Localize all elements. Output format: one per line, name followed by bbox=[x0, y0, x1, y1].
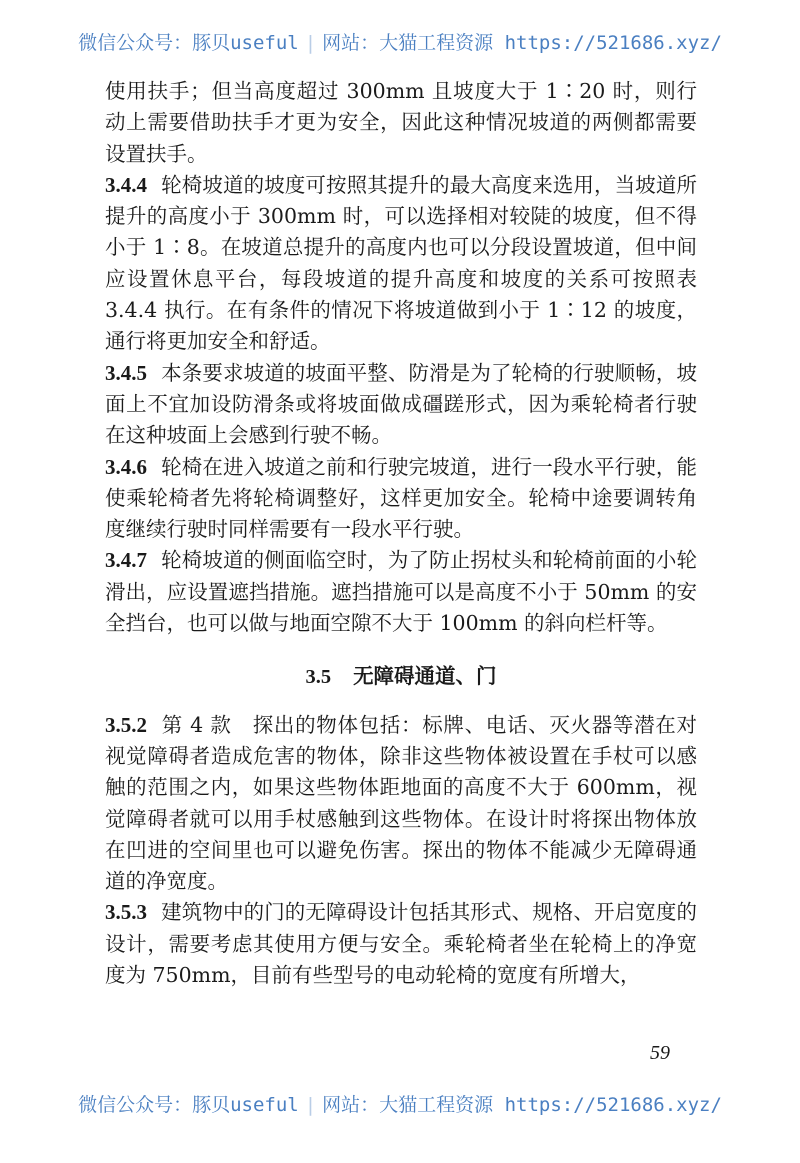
clause-number: 3.5.3 bbox=[105, 900, 147, 925]
clause-number: 3.4.5 bbox=[105, 360, 147, 385]
section-title: 无障碍通道、门 bbox=[353, 664, 497, 689]
clause-text: 轮椅在进入坡道之前和行驶完坡道，进行一段水平行驶，能使乘轮椅者先将轮椅调整好，这样更加安全。轮椅中途要调转角度继续行驶时同样需要有一段水平行驶。 bbox=[105, 454, 697, 542]
clause-3-5-2 bbox=[105, 710, 697, 898]
watermark-separator: | bbox=[304, 1094, 317, 1116]
watermark-website: 网站：大猫工程资源 https://521686.xyz/ bbox=[322, 1094, 722, 1116]
section-heading bbox=[105, 661, 697, 693]
clause-3-4-7 bbox=[105, 545, 697, 639]
clause-number: 3.5.2 bbox=[105, 712, 147, 737]
page-number: 59 bbox=[650, 1042, 670, 1064]
clause-text: 轮椅坡道的侧面临空时，为了防止拐杖头和轮椅前面的小轮滑出，应设置遮挡措施。遮挡措施可以是高度不小于 50mm 的安全挡台，也可以做与地面空隙不大于 100mm 的斜向栏杆等。 bbox=[105, 548, 697, 636]
section-number: 3.5 bbox=[305, 666, 332, 689]
watermark-wechat: 微信公众号：豚贝useful bbox=[78, 1094, 299, 1116]
clause-number: 3.4.7 bbox=[105, 548, 147, 573]
document-page-body bbox=[105, 76, 697, 991]
clause-number: 3.4.6 bbox=[105, 454, 147, 479]
clause-3-4-5 bbox=[105, 358, 697, 452]
watermark-footer bbox=[0, 1090, 800, 1120]
clause-number: 3.4.4 bbox=[105, 172, 147, 197]
watermark-wechat: 微信公众号：豚贝useful bbox=[78, 32, 299, 54]
clause-text: 轮椅坡道的坡度可按照其提升的最大高度来选用，当坡道所提升的高度小于 300mm 时，可以选择相对较陡的坡度，但不得小于 1∶8。在坡道总提升的高度内也可以分段设置坡道，但中间应设置休息平台，每段坡道的提升高度和坡度的关系可按照表 3.4.4 执行。在有条件的情况下将坡道做到小于 1∶12 的坡度，通行将更加安全和舒适。 bbox=[105, 172, 697, 354]
watermark-separator: | bbox=[304, 32, 317, 54]
watermark-website: 网站：大猫工程资源 https://521686.xyz/ bbox=[322, 32, 722, 54]
clause-3-4-4 bbox=[105, 170, 697, 358]
watermark-header bbox=[0, 28, 800, 58]
clause-text: 本条要求坡道的坡面平整、防滑是为了轮椅的行驶顺畅，坡面上不宜加设防滑条或将坡面做成礓蹉形式，因为乘轮椅者行驶在这种坡面上会感到行驶不畅。 bbox=[105, 360, 697, 448]
paragraph-intro: 使用扶手；但当高度超过 300mm 且坡度大于 1∶20 时，则行动上需要借助扶手才更为安全，因此这种情况坡道的两侧都需要设置扶手。 bbox=[105, 79, 697, 166]
clause-3-5-3 bbox=[105, 897, 697, 991]
clause-text: 建筑物中的门的无障碍设计包括其形式、规格、开启宽度的设计，需要考虑其使用方便与安全。乘轮椅者坐在轮椅上的净宽度为 750mm，目前有些型号的电动轮椅的宽度有所增大， bbox=[105, 900, 697, 988]
clause-text: 第 4 款 探出的物体包括：标牌、电话、灭火器等潜在对视觉障碍者造成危害的物体，除非这些物体被设置在手杖可以感触的范围之内，如果这些物体距地面的高度不大于 600mm，视觉障碍者就可以用手杖感触到这些物体。在设计时将探出物体放在凹进的空间里也可以避免伤害。探出的物体不能减少无障碍通道的净宽度。 bbox=[105, 712, 697, 894]
clause-3-4-6 bbox=[105, 452, 697, 546]
